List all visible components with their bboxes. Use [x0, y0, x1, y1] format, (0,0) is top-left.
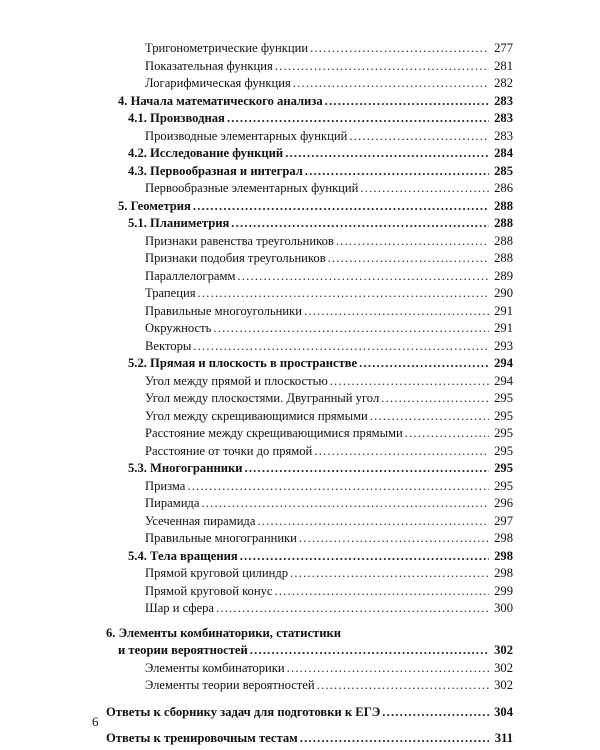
toc-entry: Трапеция ..... 290 [0, 285, 513, 303]
toc-answers-tasks: Ответы к сборнику задач для подготовки к ЕГЭ ..... 304 [0, 704, 513, 722]
toc-entry: Правильные многогранники ..... 298 [0, 530, 513, 548]
toc-entry: Призма ..... 295 [0, 478, 513, 496]
toc-entry: Признаки равенства треугольников ..... 288 [0, 233, 513, 251]
toc-entry: Признаки подобия треугольников ..... 288 [0, 250, 513, 268]
toc-answers-tests: Ответы к тренировочным тестам ..... 311 [0, 730, 513, 748]
toc-chapter-6-line1: 6. Элементы комбинаторики, статистики [106, 625, 341, 640]
toc-entry: Векторы ..... 293 [0, 338, 513, 356]
toc-entry: Окружность ..... 291 [0, 320, 513, 338]
toc-chapter: 5. Геометрия ..... 288 [0, 198, 513, 216]
toc-section: 4.3. Первообразная и интеграл ..... 285 [0, 163, 513, 181]
page-number: 6 [92, 714, 99, 729]
toc-entry: Параллелограмм ..... 289 [0, 268, 513, 286]
toc-section: 5.4. Тела вращения ..... 298 [0, 548, 513, 566]
toc-entry: Производные элементарных функций ..... 283 [0, 128, 513, 146]
toc-entry: Пирамида ..... 296 [0, 495, 513, 513]
toc-entry: Показательная функция ..... 281 [0, 58, 513, 76]
toc-entry: Прямой круговой цилиндр ..... 298 [0, 565, 513, 583]
toc-entry: Прямой круговой конус ..... 299 [0, 583, 513, 601]
toc-entry: Угол между плоскостями. Двугранный угол ..... 295 [0, 390, 513, 408]
toc-entry: Шар и сфера ..... 300 [0, 600, 513, 618]
toc-entry: Логарифмическая функция ..... 282 [0, 75, 513, 93]
toc-entry: Расстояние от точки до прямой ..... 295 [0, 443, 513, 461]
toc-entry: Первообразные элементарных функций ..... 286 [0, 180, 513, 198]
toc-chapter: 4. Начала математического анализа ..... 283 [0, 93, 513, 111]
table-of-contents [0, 40, 600, 748]
toc-chapter-6-line2: и теории вероятностей ..... 302 [0, 642, 513, 660]
toc-section: 5.2. Прямая и плоскость в пространстве ..... 294 [0, 355, 513, 373]
toc-entry: Угол между скрещивающимися прямыми ..... 295 [0, 408, 513, 426]
toc-section: 4.1. Производная ..... 283 [0, 110, 513, 128]
toc-entry: Угол между прямой и плоскостью ..... 294 [0, 373, 513, 391]
toc-section: 5.3. Многогранники ..... 295 [0, 460, 513, 478]
toc-entry: Расстояние между скрещивающимися прямыми ..... 295 [0, 425, 513, 443]
toc-entry: Элементы теории вероятностей ..... 302 [0, 677, 513, 695]
toc-section: 5.1. Планиметрия ..... 288 [0, 215, 513, 233]
toc-entry: Усеченная пирамида ..... 297 [0, 513, 513, 531]
toc-entry: Элементы комбинаторики ..... 302 [0, 660, 513, 678]
toc-entry: Тригонометрические функции ..... 277 [0, 40, 513, 58]
toc-entry: Правильные многоугольники ..... 291 [0, 303, 513, 321]
toc-section: 4.2. Исследование функций ..... 284 [0, 145, 513, 163]
